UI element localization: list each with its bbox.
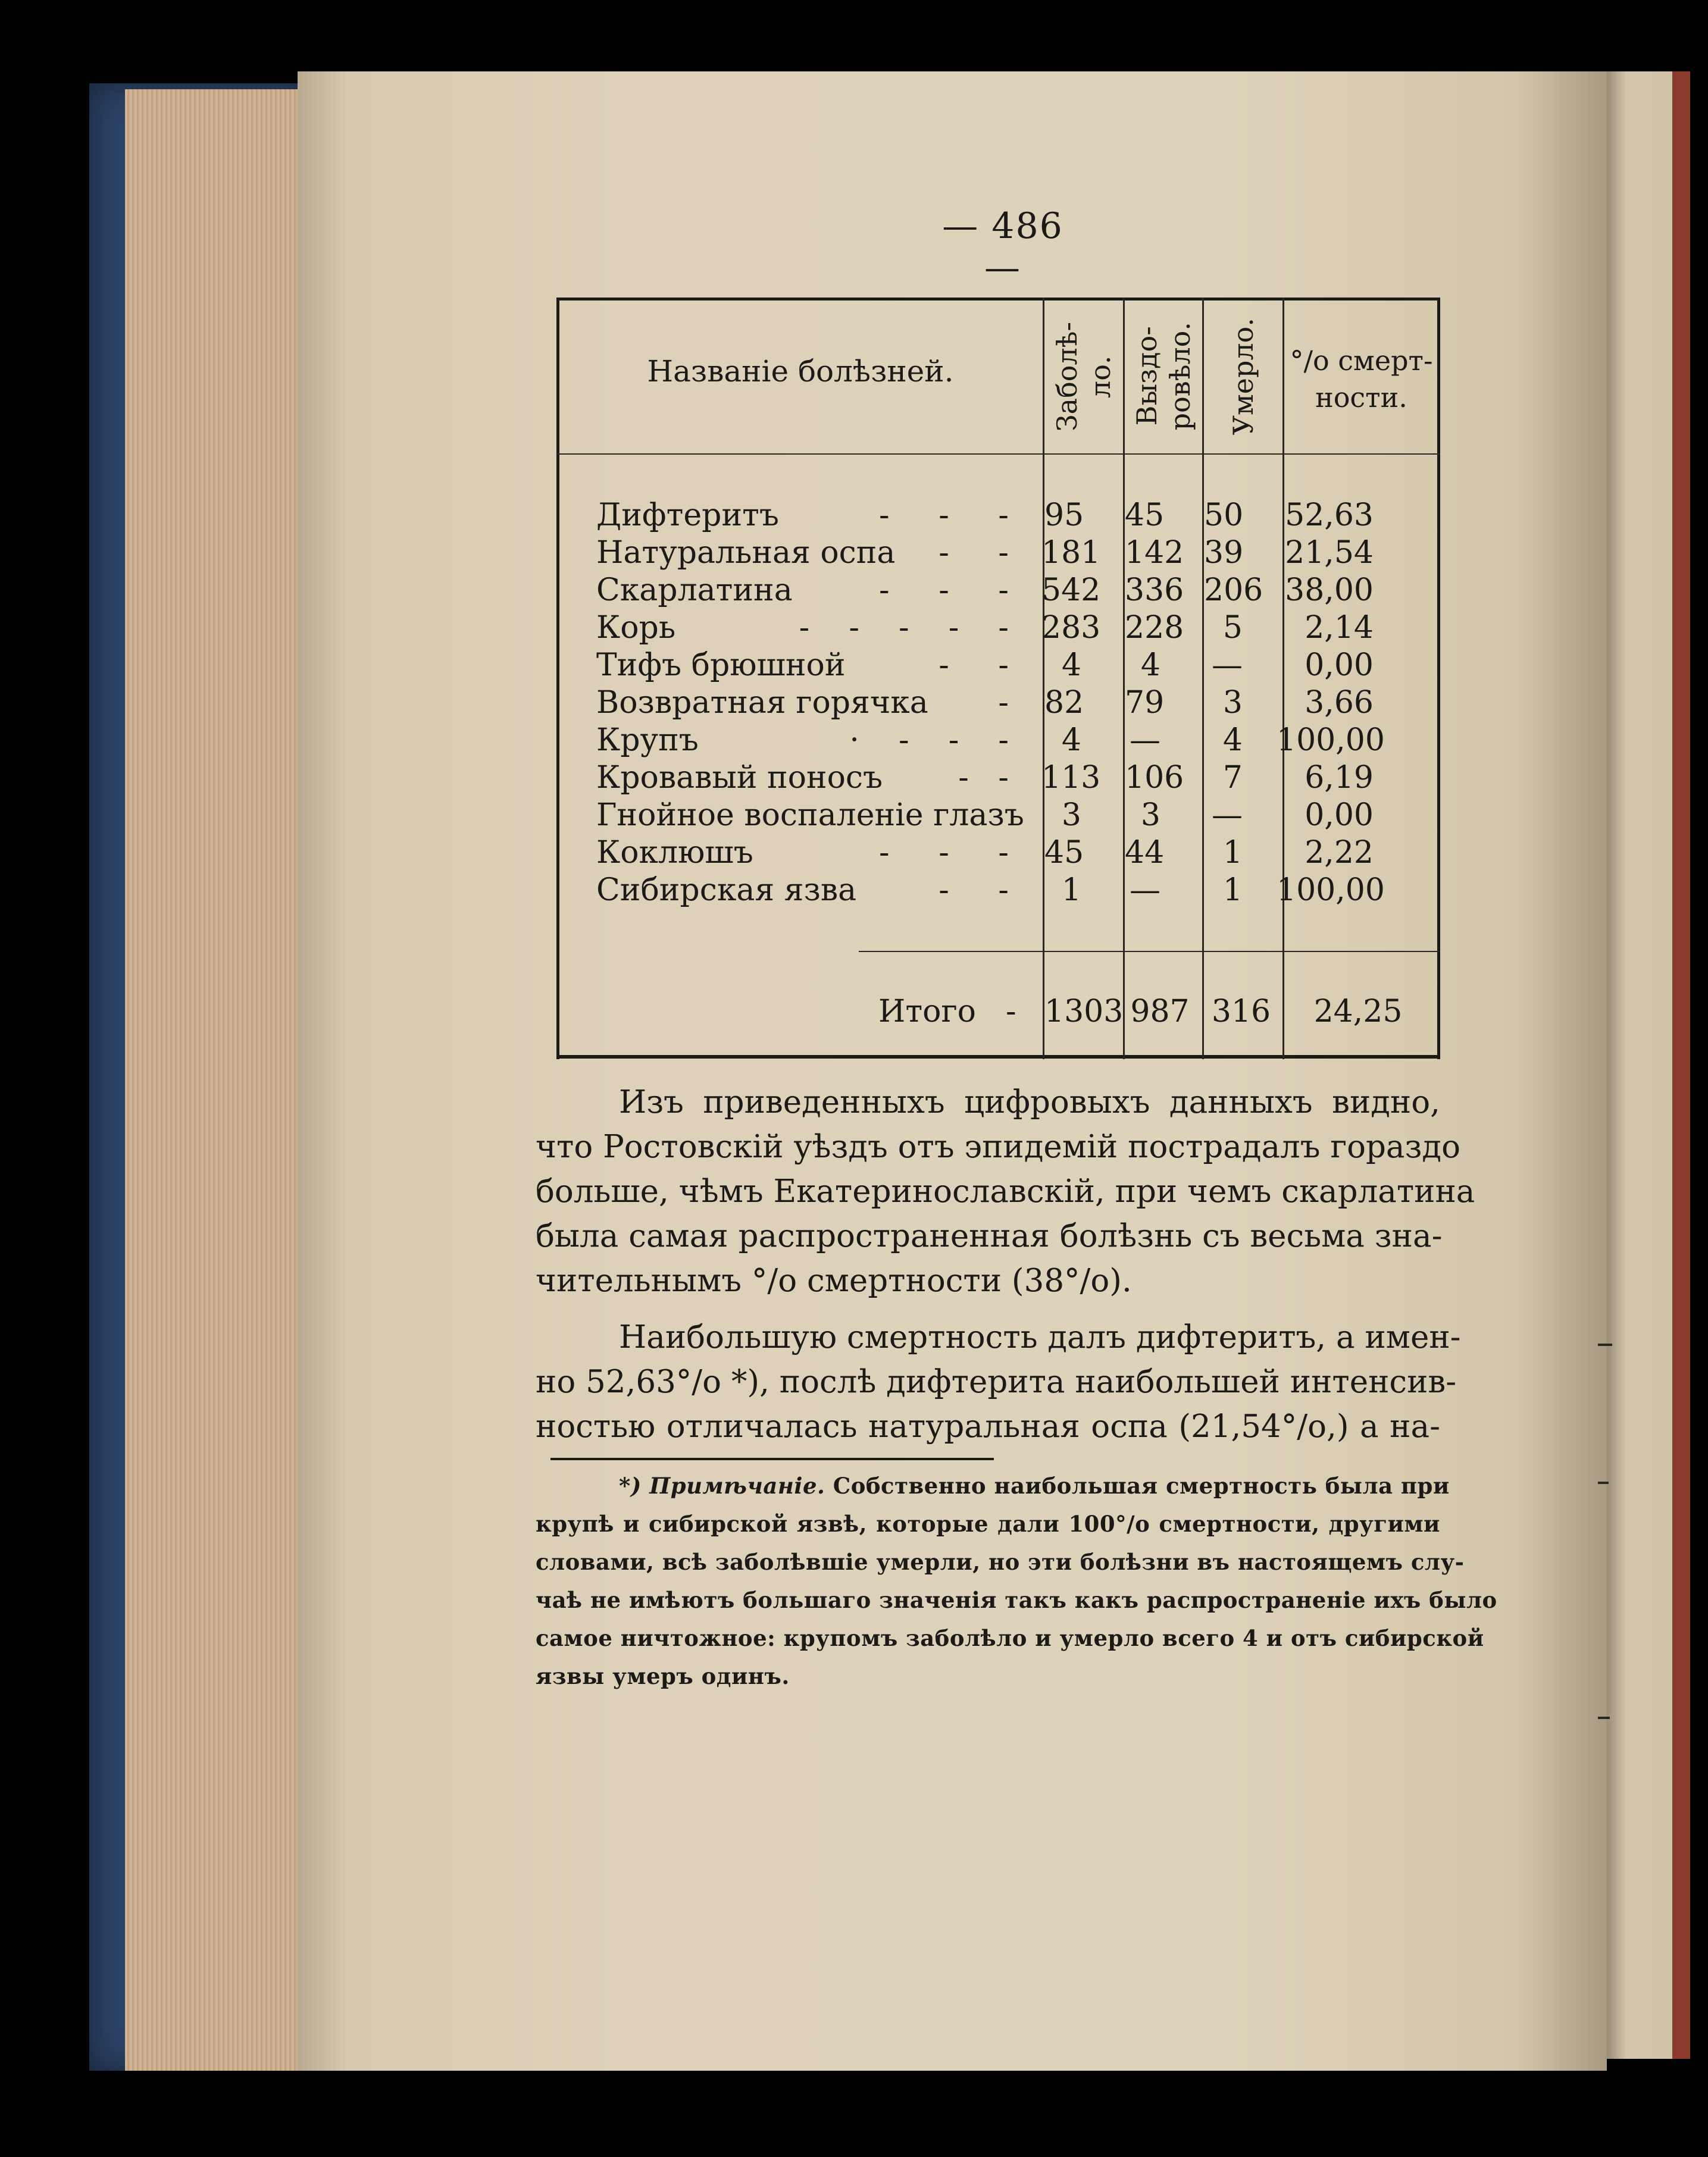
mortality-value: 52,63 xyxy=(1285,497,1374,533)
fell-ill-value: 113 xyxy=(1041,760,1101,796)
total-label: Итого xyxy=(878,994,976,1029)
header-mortality: °/о смерт- ности. xyxy=(1290,345,1433,414)
table-row xyxy=(556,497,1440,534)
mortality-value: 21,54 xyxy=(1285,535,1374,571)
mortality-value: 38,00 xyxy=(1285,572,1374,608)
paragraph-2 xyxy=(536,1315,1461,1449)
mortality-value: 100,00 xyxy=(1277,722,1385,758)
text-line: была самая распространенная болѣзнь съ весьма зна- xyxy=(536,1218,1443,1254)
disease-name: Возвратная горячка xyxy=(596,685,928,721)
header-disease-name: Названіе болѣзней. xyxy=(647,354,954,389)
total-dash: - xyxy=(1006,994,1016,1029)
died-value: 5 xyxy=(1222,610,1243,646)
table-row xyxy=(556,872,1440,909)
text-line: больше, чѣмъ Екатеринославскій, при чемъ скарлатина xyxy=(536,1173,1475,1210)
recovered-value: 3 xyxy=(1140,797,1160,833)
mortality-value: 2,14 xyxy=(1305,610,1374,646)
died-value: 39 xyxy=(1204,535,1244,571)
leader-dashes: - - - xyxy=(878,572,1009,608)
recovered-value: 106 xyxy=(1125,760,1184,796)
table-sum-rule xyxy=(859,951,1440,952)
table-top-rule xyxy=(556,298,1440,300)
total-died: 316 xyxy=(1211,994,1271,1029)
footnote-line xyxy=(536,1467,1450,1505)
table-row xyxy=(556,572,1440,609)
table-row xyxy=(556,684,1440,722)
text-line: но 52,63°/о *), послѣ дифтерита наибольшей интенсив- xyxy=(536,1364,1457,1400)
died-value: — xyxy=(1212,797,1243,833)
disease-name: Скарлатина xyxy=(596,572,793,608)
total-recovered: 987 xyxy=(1130,994,1190,1029)
margin-mark xyxy=(1598,1344,1612,1346)
table-header-rule xyxy=(556,453,1440,455)
disease-name: Гнойное воспаленіе глазъ xyxy=(596,797,1024,833)
recovered-value: 45 xyxy=(1125,497,1165,533)
disease-name: Натуральная оспа xyxy=(596,535,896,571)
footnote xyxy=(536,1467,1497,1695)
margin-mark xyxy=(1598,1717,1610,1719)
mortality-value: 3,66 xyxy=(1305,685,1374,721)
recovered-value: 336 xyxy=(1125,572,1184,608)
recovered-value: 4 xyxy=(1140,647,1160,683)
fell-ill-value: 1 xyxy=(1061,872,1081,908)
header-recovered: Выздо- ровѣло. xyxy=(1131,322,1196,431)
mortality-value: 0,00 xyxy=(1305,797,1374,833)
fell-ill-value: 542 xyxy=(1041,572,1101,608)
footnote-line: самое ничтожное: крупомъ заболѣло и умерло всего 4 и отъ сибирской xyxy=(536,1625,1484,1651)
total-mortality: 24,25 xyxy=(1313,994,1403,1029)
fell-ill-value: 82 xyxy=(1044,685,1084,721)
footnote-line: чаѣ не имѣютъ большаго значенія такъ какъ распространеніе ихъ было xyxy=(536,1587,1497,1613)
text-line: Наибольшую смертность далъ дифтеритъ, а имен- xyxy=(619,1319,1461,1355)
fell-ill-value: 4 xyxy=(1061,722,1081,758)
leader-dashes: - - xyxy=(939,535,1009,571)
recovered-value: — xyxy=(1130,872,1160,908)
table-row xyxy=(556,534,1440,572)
table-row xyxy=(556,834,1440,872)
footnote-line: язвы умеръ одинъ. xyxy=(536,1663,790,1689)
died-value: 50 xyxy=(1204,497,1244,533)
fell-ill-value: 181 xyxy=(1041,535,1101,571)
recovered-value: 228 xyxy=(1125,610,1184,646)
table-row xyxy=(556,609,1440,647)
table-row xyxy=(556,647,1440,684)
total-fell-ill: 1303 xyxy=(1044,994,1124,1029)
page-number: — 486 — xyxy=(942,205,1063,289)
disease-name: Тифъ брюшной xyxy=(596,647,846,683)
text-line: чительнымъ °/о смертности (38°/о). xyxy=(536,1263,1132,1299)
paragraph-1 xyxy=(536,1080,1475,1303)
died-value: 4 xyxy=(1222,722,1243,758)
recovered-value: — xyxy=(1130,722,1160,758)
died-value: 3 xyxy=(1222,685,1243,721)
footnote-marker: *) Примѣчаніе. xyxy=(619,1473,825,1499)
disease-name: Коклюшъ xyxy=(596,835,753,871)
fell-ill-value: 45 xyxy=(1044,835,1084,871)
facing-page xyxy=(1607,71,1672,2059)
disease-name: Кровавый поносъ xyxy=(596,760,883,796)
header-died: Умерло. xyxy=(1227,317,1259,436)
disease-name: Сибирская язва xyxy=(596,872,857,908)
table-row xyxy=(556,797,1440,834)
died-value: 206 xyxy=(1204,572,1263,608)
table-total-row xyxy=(556,988,1440,1035)
died-value: 1 xyxy=(1222,835,1243,871)
footnote-text: Собственно наибольшая смертность была при xyxy=(833,1473,1450,1499)
disease-name: Корь xyxy=(596,610,676,646)
recovered-value: 44 xyxy=(1125,835,1165,871)
text-line: ностью отличалась натуральная оспа (21,54°/о,) а на- xyxy=(536,1408,1440,1445)
mortality-value: 100,00 xyxy=(1277,872,1385,908)
text-line: что Ростовскій уѣздъ отъ эпидемій пострадалъ гораздо xyxy=(536,1129,1460,1165)
fell-ill-value: 95 xyxy=(1044,497,1084,533)
leader-dashes: - - - xyxy=(878,497,1009,533)
footnote-line: крупѣ и сибирской язвѣ, которые дали 100°/о смертности, другими xyxy=(536,1511,1440,1537)
mortality-value: 6,19 xyxy=(1305,760,1374,796)
disease-name: Дифтеритъ xyxy=(596,497,779,533)
leader-dashes: - - xyxy=(939,872,1009,908)
table-row xyxy=(556,722,1440,759)
mortality-value: 2,22 xyxy=(1305,835,1374,871)
recovered-value: 79 xyxy=(1125,685,1165,721)
table-row xyxy=(556,759,1440,797)
recovered-value: 142 xyxy=(1125,535,1184,571)
leader-dashes: · - - - xyxy=(849,722,1009,758)
disease-table xyxy=(556,298,1440,1056)
died-value: 1 xyxy=(1222,872,1243,908)
mortality-value: 0,00 xyxy=(1305,647,1374,683)
fell-ill-value: 4 xyxy=(1061,647,1081,683)
footnote-line: словами, всѣ заболѣвшіе умерли, но эти болѣзни въ настоящемъ слу- xyxy=(536,1549,1465,1575)
leader-dashes: - - - xyxy=(878,835,1009,871)
leader-dashes: - xyxy=(998,685,1009,721)
margin-mark xyxy=(1598,1482,1609,1484)
fell-ill-value: 3 xyxy=(1061,797,1081,833)
footnote-rule xyxy=(550,1458,994,1460)
leader-dashes: - - - - - xyxy=(799,610,1009,646)
table-bottom-rule xyxy=(556,1055,1440,1059)
leader-dashes: - - xyxy=(939,647,1009,683)
fell-ill-value: 283 xyxy=(1041,610,1101,646)
text-line: Изъ приведенныхъ цифровыхъ данныхъ видно, xyxy=(619,1084,1440,1120)
leader-dashes: - - xyxy=(958,760,1009,796)
died-value: — xyxy=(1212,647,1243,683)
disease-name: Крупъ xyxy=(596,722,699,758)
died-value: 7 xyxy=(1222,760,1243,796)
header-fell-ill: Заболѣ- ло. xyxy=(1051,321,1116,431)
page-edges xyxy=(125,89,304,2071)
